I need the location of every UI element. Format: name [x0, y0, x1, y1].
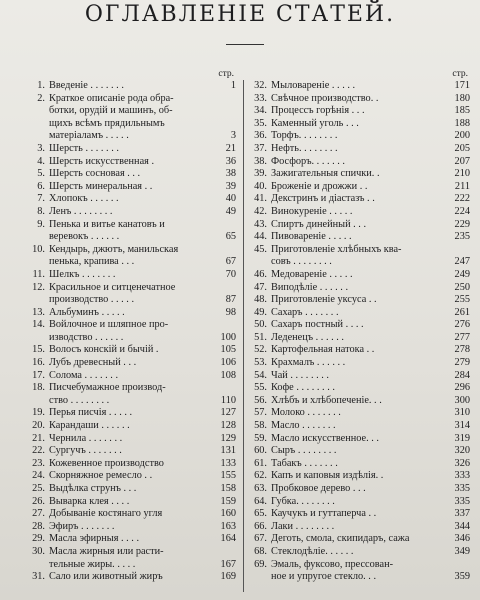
- entry-number: 1.: [37, 80, 45, 91]
- entry-page-number: 247: [454, 256, 470, 268]
- entry-number: 3.: [37, 142, 45, 154]
- entry-page-number: 108: [220, 369, 236, 381]
- entry-page-number: 164: [220, 533, 236, 545]
- entry-title: Виподѣліе . . . . . .: [271, 281, 349, 293]
- toc-entry: [250, 231, 470, 244]
- entry-page-number: 335: [454, 495, 470, 507]
- entry-number: 47.: [254, 281, 267, 293]
- entry-page-number: 155: [220, 470, 236, 482]
- entry-title: Хлопокъ . . . . . .: [49, 193, 119, 205]
- entry-page-number: 320: [454, 445, 470, 457]
- toc-entry: [28, 483, 236, 496]
- entry-number: 28.: [32, 520, 45, 532]
- entry-title: Масло . . . . . . .: [271, 420, 336, 432]
- toc-entry: [28, 193, 236, 206]
- entry-title: Крахмалъ . . . . . .: [271, 357, 346, 369]
- entry-number: 24.: [32, 470, 45, 482]
- entry-title: Пробковое дерево . . .: [271, 483, 366, 494]
- toc-column-left: [28, 68, 236, 584]
- toc-list-right: [250, 80, 470, 584]
- entry-title: Шерсть . . . . . . .: [49, 142, 119, 154]
- entry-page-number: 39: [225, 180, 236, 192]
- entry-page-number: 224: [454, 205, 470, 217]
- entry-title: Шелкъ . . . . . . .: [49, 268, 116, 280]
- entry-page-number: 160: [220, 508, 236, 520]
- entry-page-number: 1: [230, 80, 236, 91]
- toc-entry: [28, 357, 236, 370]
- toc-entry: [250, 382, 470, 395]
- entry-title: Карандаши . . . . . .: [49, 420, 130, 432]
- toc-entry: [250, 93, 470, 106]
- toc-entry: [28, 156, 236, 169]
- entry-number: 56.: [254, 394, 267, 406]
- entry-number: 7.: [37, 193, 45, 205]
- entry-title: Мыловареніе . . . . .: [271, 80, 356, 91]
- entry-title: Выдѣлка струнъ . . .: [49, 483, 137, 494]
- entry-page-number: 36: [225, 155, 236, 167]
- toc-entry: [28, 344, 236, 357]
- entry-title: Перья писчія . . . . .: [49, 407, 133, 419]
- entry-title: Кендырь, джютъ, манильская пенька, крапива . . .: [49, 243, 179, 268]
- entry-number: 50.: [254, 319, 267, 331]
- entry-page-number: 210: [454, 168, 470, 180]
- entry-page-number: 38: [225, 168, 236, 180]
- entry-number: 11.: [32, 268, 45, 280]
- entry-number: 58.: [254, 420, 267, 432]
- toc-entry: [250, 143, 470, 156]
- entry-number: 34.: [254, 105, 267, 117]
- entry-title: Пивовареніе . . . . .: [271, 231, 352, 243]
- toc-entry: [250, 156, 470, 169]
- entry-page-number: 235: [454, 231, 470, 243]
- toc-entry: [250, 470, 470, 483]
- entry-page-number: 344: [454, 520, 470, 532]
- entry-title: Декстринъ и діастазъ . .: [271, 193, 375, 205]
- entry-title: Картофельная натока . .: [271, 344, 375, 356]
- entry-number: 48.: [254, 294, 267, 306]
- entry-page-number: 333: [454, 470, 470, 482]
- entry-page-number: 200: [454, 130, 470, 142]
- entry-title: Чай . . . . . . . .: [271, 369, 329, 381]
- entry-number: 9.: [37, 218, 45, 230]
- entry-number: 2.: [37, 92, 45, 104]
- entry-title: Броженіе и дрожжи . .: [271, 180, 368, 192]
- entry-number: 66.: [254, 520, 267, 532]
- entry-page-number: 159: [220, 495, 236, 507]
- entry-title: Скорняжное ремесло . .: [49, 470, 153, 482]
- entry-page-number: 255: [454, 294, 470, 306]
- toc-entry: [28, 307, 236, 320]
- entry-page-number: 110: [220, 394, 236, 406]
- entry-title: Нефть. . . . . . . .: [271, 142, 338, 154]
- entry-title: Табакъ . . . . . . .: [271, 457, 338, 469]
- entry-number: 17.: [32, 369, 45, 381]
- toc-entry: [28, 93, 236, 143]
- toc-entry: [28, 496, 236, 509]
- entry-title: Сахаръ постный . . . .: [271, 319, 364, 331]
- toc-entry: [28, 269, 236, 282]
- entry-title: Шерсть сосновая . . .: [49, 168, 141, 180]
- toc-entry: [250, 319, 470, 332]
- page-column-header: стр.: [452, 69, 468, 79]
- toc-entry: [250, 294, 470, 307]
- entry-number: 33.: [254, 92, 267, 104]
- entry-title: Процессъ горѣнія . . .: [271, 105, 365, 117]
- entry-number: 59.: [254, 432, 267, 444]
- entry-page-number: 87: [225, 294, 236, 306]
- entry-page-number: 205: [454, 142, 470, 154]
- toc-entry: [28, 521, 236, 534]
- entry-page-number: 337: [454, 508, 470, 520]
- entry-page-number: 131: [220, 445, 236, 457]
- entry-title: Леденецъ . . . . . .: [271, 331, 344, 343]
- toc-entry: [250, 420, 470, 433]
- toc-entry: [28, 206, 236, 219]
- toc-entry: [28, 445, 236, 458]
- entry-page-number: 319: [454, 432, 470, 444]
- entry-number: 52.: [254, 344, 267, 356]
- toc-entry: [250, 219, 470, 232]
- entry-title: Пенька и витье канатовъ и веревокъ . . . . . .: [49, 218, 165, 243]
- toc-entry: [28, 407, 236, 420]
- entry-page-number: 65: [225, 231, 236, 243]
- entry-number: 12.: [32, 281, 45, 293]
- toc-entry: [250, 508, 470, 521]
- toc-entry: [28, 80, 236, 93]
- toc-entry: [28, 370, 236, 383]
- toc-entry: [28, 168, 236, 181]
- toc-entry: [28, 420, 236, 433]
- entry-number: 25.: [32, 483, 45, 494]
- entry-number: 39.: [254, 168, 267, 180]
- entry-title: Шерсть минеральная . .: [49, 180, 153, 192]
- toc-entry: [250, 206, 470, 219]
- entry-page-number: 128: [220, 420, 236, 432]
- entry-title: Капъ и каповыя издѣлія. .: [271, 470, 384, 482]
- entry-page-number: 106: [220, 357, 236, 369]
- toc-entry: [28, 181, 236, 194]
- entry-number: 60.: [254, 445, 267, 457]
- entry-title: Губка. . . . . . . .: [271, 495, 335, 507]
- entry-number: 5.: [37, 168, 45, 180]
- entry-number: 10.: [32, 243, 45, 255]
- entry-page-number: 127: [220, 407, 236, 419]
- toc-entry: [250, 433, 470, 446]
- entry-page-number: 276: [454, 319, 470, 331]
- entry-page-number: 207: [454, 155, 470, 167]
- entry-page-number: 185: [454, 105, 470, 117]
- entry-title: Кофе . . . . . . . .: [271, 382, 335, 394]
- entry-page-number: 250: [454, 281, 470, 293]
- entry-number: 31.: [32, 571, 45, 583]
- entry-number: 8.: [37, 205, 45, 217]
- entry-title: Шерсть искусственная .: [49, 155, 155, 167]
- entry-page-number: 3: [230, 130, 236, 142]
- entry-page-number: 171: [454, 80, 470, 91]
- toc-entry: [250, 282, 470, 295]
- entry-title: Масло искусственное. . .: [271, 432, 379, 444]
- toc-entry: [250, 130, 470, 143]
- entry-page-number: 21: [225, 142, 236, 154]
- entry-title: Эмаль, фуксово, прессован- ное и упругое стекло. . .: [271, 558, 394, 583]
- entry-page-number: 100: [220, 331, 236, 343]
- toc-entry: [250, 105, 470, 118]
- entry-title: Сургучъ . . . . . . .: [49, 445, 122, 457]
- entry-title: Добываніе костянаго угля: [49, 508, 163, 520]
- entry-page-number: 222: [454, 193, 470, 205]
- toc-entry: [250, 181, 470, 194]
- toc-entry: [28, 282, 236, 307]
- toc-entry: [250, 533, 470, 546]
- entry-number: 16.: [32, 357, 45, 369]
- entry-title: Приготовленіе хлѣбныхъ ква- совъ . . . . . . . .: [271, 243, 402, 268]
- entry-title: Красильное и ситценечатное производство . . . . .: [49, 281, 176, 306]
- toc-entry: [28, 244, 236, 269]
- entry-number: 68.: [254, 545, 267, 557]
- entry-title: Лаки . . . . . . . .: [271, 520, 335, 532]
- entry-page-number: 169: [220, 571, 236, 583]
- entry-page-number: 349: [454, 545, 470, 557]
- toc-entry: [250, 344, 470, 357]
- title-rule: [226, 44, 264, 45]
- entry-page-number: 158: [220, 483, 236, 494]
- toc-entry: [250, 445, 470, 458]
- entry-number: 29.: [32, 533, 45, 545]
- toc-list-left: [28, 80, 236, 584]
- entry-title: Сыръ . . . . . . . .: [271, 445, 337, 457]
- entry-title: Винокуреніе . . . . .: [271, 205, 353, 217]
- entry-page-number: 249: [454, 268, 470, 280]
- entry-number: 67.: [254, 533, 267, 545]
- entry-number: 51.: [254, 331, 267, 343]
- entry-page-number: 180: [454, 92, 470, 104]
- toc-entry: [28, 382, 236, 407]
- entry-title: Молоко . . . . . . .: [271, 407, 341, 419]
- toc-entry: [28, 533, 236, 546]
- entry-page-number: 98: [225, 306, 236, 318]
- entry-number: 15.: [32, 344, 45, 356]
- entry-title: Зажигательныя спички. .: [271, 168, 380, 180]
- entry-number: 13.: [32, 306, 45, 318]
- entry-number: 26.: [32, 495, 45, 507]
- entry-title: Ленъ . . . . . . . .: [49, 205, 113, 217]
- entry-title: Сахаръ . . . . . . .: [271, 306, 339, 318]
- entry-title: Волосъ конскій и бычій .: [49, 344, 159, 356]
- entry-page-number: 359: [454, 571, 470, 583]
- entry-page-number: 296: [454, 382, 470, 394]
- entry-number: 22.: [32, 445, 45, 457]
- entry-title: Каучукъ и гуттаперча . .: [271, 508, 377, 520]
- toc-entry: [28, 571, 236, 584]
- toc-entry: [28, 470, 236, 483]
- entry-page-number: 300: [454, 394, 470, 406]
- page-column-header: стр.: [218, 69, 234, 79]
- entry-title: Лубъ древесный . . .: [49, 357, 137, 369]
- entry-number: 54.: [254, 369, 267, 381]
- entry-title: Альбуминъ . . . . .: [49, 306, 125, 318]
- entry-page-number: 133: [220, 457, 236, 469]
- entry-number: 65.: [254, 508, 267, 520]
- entry-title: Кожевенное производство: [49, 457, 164, 469]
- entry-number: 36.: [254, 130, 267, 142]
- entry-page-number: 284: [454, 369, 470, 381]
- entry-number: 23.: [32, 457, 45, 469]
- toc-entry: [250, 559, 470, 584]
- entry-page-number: 314: [454, 420, 470, 432]
- entry-number: 27.: [32, 508, 45, 520]
- toc-entry: [250, 307, 470, 320]
- toc-entry: [250, 357, 470, 370]
- toc-entry: [28, 508, 236, 521]
- entry-number: 69.: [254, 558, 267, 570]
- entry-number: 53.: [254, 357, 267, 369]
- entry-title: Фосфоръ. . . . . . .: [271, 155, 345, 167]
- entry-page-number: 277: [454, 331, 470, 343]
- entry-number: 40.: [254, 180, 267, 192]
- entry-number: 46.: [254, 268, 267, 280]
- toc-entry: [250, 269, 470, 282]
- toc-entry: [250, 395, 470, 408]
- entry-title: Стеклодѣліе. . . . . .: [271, 545, 354, 557]
- entry-number: 35.: [254, 117, 267, 129]
- column-divider: [243, 80, 244, 592]
- entry-number: 62.: [254, 470, 267, 482]
- entry-page-number: 188: [454, 117, 470, 129]
- toc-entry: [250, 80, 470, 93]
- toc-entry: [250, 118, 470, 131]
- entry-title: Выварка клея . . . .: [49, 495, 130, 507]
- entry-title: Эфиръ . . . . . . .: [49, 520, 115, 532]
- toc-entry: [250, 496, 470, 509]
- entry-number: 4.: [37, 155, 45, 167]
- entry-number: 55.: [254, 382, 267, 394]
- toc-entry: [250, 407, 470, 420]
- entry-page-number: 163: [220, 520, 236, 532]
- entry-page-number: 129: [220, 432, 236, 444]
- entry-number: 57.: [254, 407, 267, 419]
- entry-title: Медовареніе . . . . .: [271, 268, 353, 280]
- toc-entry: [250, 458, 470, 471]
- toc-entry: [250, 521, 470, 534]
- entry-title: Введеніе . . . . . . .: [49, 80, 124, 91]
- entry-page-number: 49: [225, 205, 236, 217]
- entry-page-number: 326: [454, 457, 470, 469]
- entry-number: 61.: [254, 457, 267, 469]
- entry-number: 19.: [32, 407, 45, 419]
- entry-number: 38.: [254, 155, 267, 167]
- entry-title: Сало или животный жиръ: [49, 571, 163, 583]
- toc-entry: [250, 244, 470, 269]
- entry-title: Масла эфирныя . . . .: [49, 533, 140, 545]
- entry-page-number: 261: [454, 306, 470, 318]
- entry-number: 42.: [254, 205, 267, 217]
- entry-title: Приготовленіе уксуса . .: [271, 294, 377, 306]
- toc-entry: [28, 433, 236, 446]
- toc-entry: [28, 319, 236, 344]
- toc-entry: [28, 546, 236, 571]
- entry-title: Краткое описаніе рода обра- ботки, орудій и машинъ, об- щихъ всѣмъ прядильнымъ матеріаламъ . . . . .: [49, 92, 174, 142]
- entry-title: Хлѣбъ и хлѣбопеченіе. . .: [271, 394, 382, 406]
- entry-number: 20.: [32, 420, 45, 432]
- entry-number: 45.: [254, 243, 267, 255]
- entry-number: 37.: [254, 142, 267, 154]
- entry-number: 14.: [32, 319, 45, 331]
- entry-title: Солома . . . . . . .: [49, 369, 119, 381]
- entry-title: Чернила . . . . . . .: [49, 432, 123, 444]
- toc-entry: [250, 193, 470, 206]
- entry-page-number: 167: [220, 558, 236, 570]
- toc-entry: [250, 546, 470, 559]
- entry-title: Деготь, смола, скипидаръ, сажа: [271, 533, 410, 545]
- toc-entry: [28, 219, 236, 244]
- entry-number: 32.: [254, 80, 267, 91]
- entry-number: 43.: [254, 218, 267, 230]
- entry-page-number: 70: [225, 268, 236, 280]
- entry-number: 44.: [254, 231, 267, 243]
- entry-number: 49.: [254, 306, 267, 318]
- entry-page-number: 278: [454, 344, 470, 356]
- entry-page-number: 279: [454, 357, 470, 369]
- toc-entry: [250, 483, 470, 496]
- entry-title: Торфъ. . . . . . . .: [271, 130, 338, 142]
- toc-column-right: [250, 68, 470, 584]
- entry-title: Войлочное и шляпное про- изводство . . . . . .: [49, 319, 169, 343]
- page-title: ОГЛАВЛЕНІЕ СТАТЕЙ.: [84, 2, 396, 27]
- toc-entry: [250, 168, 470, 181]
- entry-title: Каменный уголь . . .: [271, 117, 359, 129]
- entry-page-number: 40: [225, 193, 236, 205]
- entry-number: 30.: [32, 545, 45, 557]
- entry-page-number: 211: [454, 180, 470, 192]
- toc-entry: [28, 143, 236, 156]
- toc-entry: [250, 332, 470, 345]
- entry-page-number: 67: [225, 256, 236, 268]
- entry-page-number: 335: [454, 483, 470, 494]
- entry-number: 63.: [254, 483, 267, 494]
- entry-title: Масла жирныя или расти- тельные жиры. . . . .: [49, 545, 164, 570]
- entry-number: 6.: [37, 180, 45, 192]
- entry-page-number: 310: [454, 407, 470, 419]
- entry-title: Спиртъ динейный . . .: [271, 218, 367, 230]
- entry-number: 18.: [32, 382, 45, 394]
- entry-number: 41.: [254, 193, 267, 205]
- entry-page-number: 346: [454, 533, 470, 545]
- entry-page-number: 229: [454, 218, 470, 230]
- entry-title: Свѣчное производство. .: [271, 92, 379, 104]
- entry-title: Писчебумажное производ- ство . . . . . . . .: [49, 382, 166, 406]
- toc-entry: [250, 370, 470, 383]
- entry-number: 21.: [32, 432, 45, 444]
- entry-number: 64.: [254, 495, 267, 507]
- entry-page-number: 105: [220, 344, 236, 356]
- toc-entry: [28, 458, 236, 471]
